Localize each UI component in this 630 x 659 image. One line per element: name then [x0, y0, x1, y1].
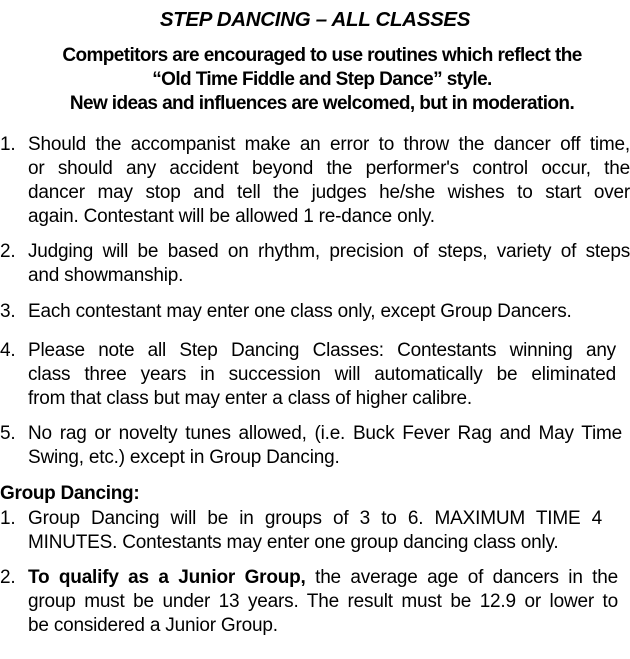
rule-line	[28, 566, 618, 590]
rule-line: Swing, etc.) except in Group Dancing.	[28, 447, 340, 468]
rule-number: 1.	[0, 134, 16, 155]
rule-line-rest: the average age of dancers in the	[305, 567, 618, 588]
rule-number: 1.	[0, 508, 16, 529]
rule-line: Should the accompanist make an error to throw the dancer off time,	[28, 134, 630, 155]
rule-number: 3.	[0, 301, 16, 322]
rule-line: Please note all Step Dancing Classes: Contestants winning any	[28, 340, 616, 361]
rule-line: again. Contestant will be allowed 1 re-dance only.	[28, 206, 435, 227]
intro-line: New ideas and influences are welcomed, but in moderation.	[69, 93, 575, 114]
rule-line: be considered a Junior Group.	[28, 615, 278, 636]
rule-line: or should any accident beyond the performer's control occur, the	[28, 158, 630, 179]
group-dancing-heading: Group Dancing:	[0, 483, 140, 504]
rule-number: 4.	[0, 340, 16, 361]
intro-line: Competitors are encouraged to use routines which reflect the	[62, 45, 582, 66]
rule-line: Judging will be based on rhythm, precision of steps, variety of steps	[28, 241, 630, 262]
intro-paragraph	[0, 44, 630, 116]
rule-line: and showmanship.	[28, 265, 184, 286]
rule-line: group must be under 13 years. The result must be 12.9 or lower to	[28, 591, 618, 612]
rule-line: from that class but may enter a class of higher calibre.	[28, 388, 472, 409]
rule-number: 5.	[0, 423, 16, 444]
intro-line: “Old Time Fiddle and Step Dance” style.	[152, 69, 492, 90]
rule-number: 2.	[0, 241, 16, 262]
rule-line: class three years in succession will automatically be eliminated	[28, 364, 616, 385]
rule-number: 2.	[0, 567, 16, 588]
rule-line: dancer may stop and tell the judges he/she wishes to start over	[28, 182, 630, 203]
rule-line: MINUTES. Contestants may enter one group dancing class only.	[28, 532, 559, 553]
rule-line: No rag or novelty tunes allowed, (i.e. Buck Fever Rag and May Time	[28, 423, 622, 444]
rule-line: Group Dancing will be in groups of 3 to 6. MAXIMUM TIME 4	[28, 508, 602, 529]
rule-line: Each contestant may enter one class only, except Group Dancers.	[28, 301, 572, 322]
page-title: STEP DANCING – ALL CLASSES	[159, 8, 471, 31]
junior-group-emphasis: To qualify as a Junior Group,	[28, 567, 306, 588]
